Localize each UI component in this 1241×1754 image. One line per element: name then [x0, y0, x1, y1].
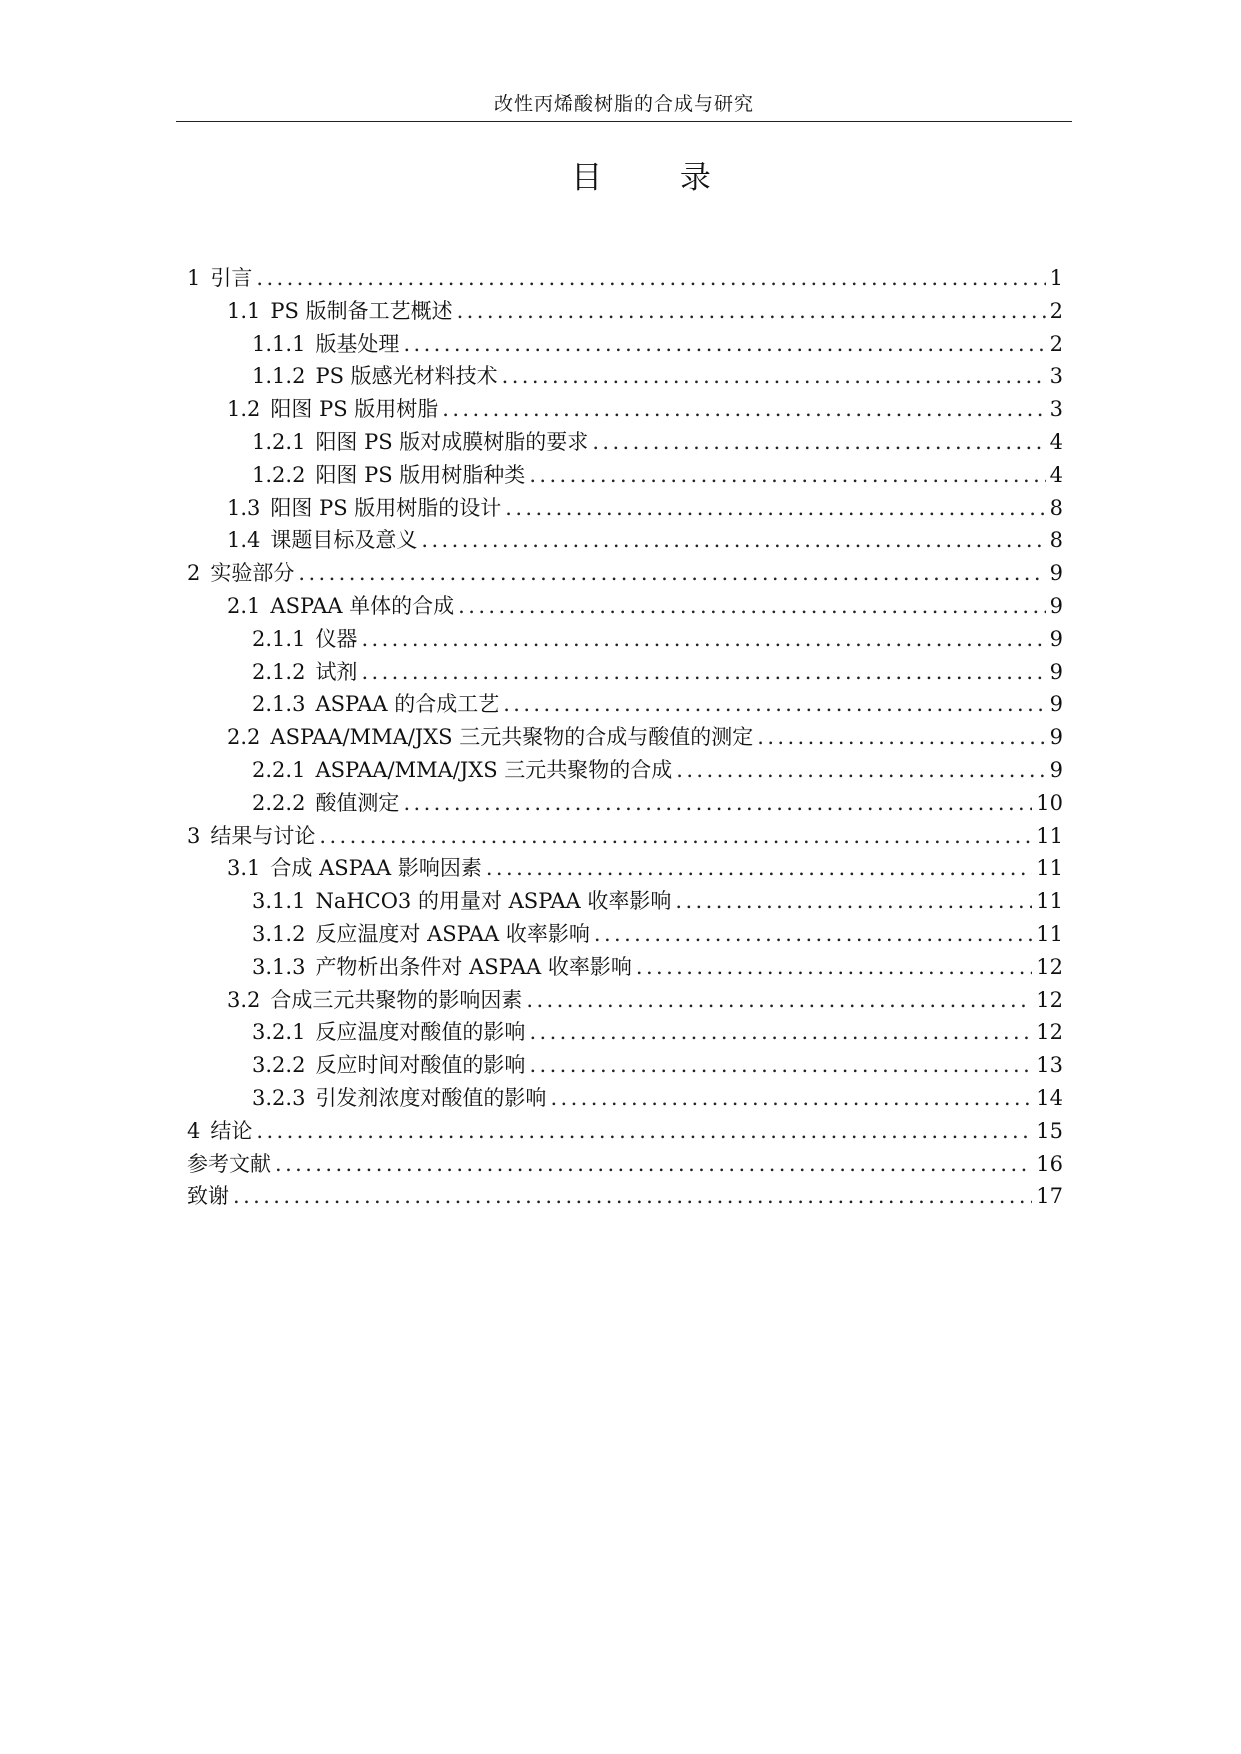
toc-leader-dots [442, 393, 1045, 426]
toc-entry-title: 结果与讨论 [210, 823, 316, 848]
toc-entry-page: 16 [1036, 1151, 1063, 1176]
toc-entry-page: 2 [1049, 331, 1063, 356]
toc-entry[interactable] [187, 754, 1063, 787]
toc-entry-number: 3.2.2 [252, 1053, 306, 1078]
toc-entry-title: 反应温度对 ASPAA 收率影响 [315, 921, 590, 946]
running-header-title: 改性丙烯酸树脂的合成与研究 [493, 93, 754, 115]
toc-entry-number: 2.2.2 [252, 790, 306, 815]
toc-entry-page: 11 [1036, 823, 1063, 848]
toc-leader-dots [486, 852, 1032, 885]
toc-entry-number: 1.1 [227, 298, 261, 323]
toc-entry-page: 11 [1036, 921, 1063, 946]
toc-leader-dots [256, 1115, 1032, 1148]
toc-entry-number: 1.2 [227, 397, 261, 422]
toc-entry[interactable] [187, 820, 1063, 853]
toc-entry-page: 4 [1049, 429, 1063, 454]
toc-entry-number: 2 [187, 561, 201, 586]
toc-entry[interactable] [187, 787, 1063, 820]
toc-entry[interactable] [187, 885, 1063, 918]
toc-entry-page: 15 [1036, 1118, 1063, 1143]
toc-entry-number: 1 [187, 266, 201, 290]
toc-leader-dots [502, 360, 1046, 393]
toc-entry-title: ASPAA 的合成工艺 [315, 692, 500, 717]
toc-title: 目 录 [571, 160, 745, 196]
toc-entry-page: 10 [1036, 790, 1063, 815]
toc-entry-page: 4 [1049, 462, 1063, 487]
toc-leader-dots [361, 656, 1045, 689]
toc-entry-page: 9 [1049, 626, 1063, 651]
toc-leader-dots [421, 524, 1045, 557]
toc-entry-page: 9 [1049, 757, 1063, 782]
toc-entry-number: 2.2.1 [252, 757, 306, 782]
toc-entry-title: ASPAA/MMA/JXS 三元共聚物的合成与酸值的测定 [270, 725, 754, 750]
toc-entry-number: 3.2.1 [252, 1020, 306, 1045]
toc-entry[interactable] [187, 1115, 1063, 1148]
toc-entry-page: 8 [1049, 495, 1063, 520]
toc-entry-title: 版基处理 [315, 331, 400, 356]
toc-entry-page: 9 [1049, 561, 1063, 586]
toc-entry-page: 8 [1049, 528, 1063, 553]
toc-leader-dots [675, 885, 1032, 918]
toc-entry-title: 课题目标及意义 [270, 528, 418, 553]
toc-leader-dots [594, 918, 1032, 951]
toc-entry[interactable] [187, 852, 1063, 885]
toc-entry[interactable] [187, 721, 1063, 754]
toc-leader-dots [503, 688, 1045, 721]
toc-entry-title: PS 版感光材料技术 [315, 364, 498, 389]
toc-entry-page: 1 [1049, 266, 1063, 290]
toc-entry[interactable] [187, 492, 1063, 525]
toc-entry[interactable] [187, 656, 1063, 689]
toc-leader-dots [505, 492, 1045, 525]
toc-entry-page: 14 [1036, 1085, 1063, 1110]
toc-entry-title: 阳图 PS 版对成膜树脂的要求 [315, 429, 589, 454]
toc-entry-title: NaHCO3 的用量对 ASPAA 收率影响 [315, 889, 672, 914]
toc-entry-title: 阳图 PS 版用树脂的设计 [270, 495, 502, 520]
toc-entry[interactable] [187, 590, 1063, 623]
toc-entry[interactable] [187, 328, 1063, 361]
toc-entry-page: 12 [1036, 987, 1063, 1012]
toc-entry-title: 反应时间对酸值的影响 [315, 1053, 526, 1078]
toc-entry-title: 反应温度对酸值的影响 [315, 1020, 526, 1045]
toc-entry[interactable] [187, 1049, 1063, 1082]
toc-leader-dots [636, 951, 1032, 984]
toc-entry[interactable] [187, 262, 1063, 295]
toc-entry-number: 2.1 [227, 593, 261, 618]
toc-entry-page: 12 [1036, 1020, 1063, 1045]
toc-entry[interactable] [187, 459, 1063, 492]
toc-entry-number: 3.1.2 [252, 921, 306, 946]
toc-entry-title: ASPAA 单体的合成 [270, 593, 455, 618]
toc-entry-page: 9 [1049, 725, 1063, 750]
toc-entry[interactable] [187, 426, 1063, 459]
toc-entry-number: 2.2 [227, 725, 261, 750]
toc-entry[interactable] [187, 393, 1063, 426]
toc-entry-number: 3.1.1 [252, 889, 306, 914]
toc-entry-number: 3.1.3 [252, 954, 306, 979]
toc-leader-dots [403, 328, 1045, 361]
toc-entry-number: 1.4 [227, 528, 261, 553]
toc-leader-dots [298, 557, 1045, 590]
toc-leader-dots [233, 1180, 1032, 1213]
toc-entry-title: 结论 [210, 1118, 253, 1143]
toc-entry-number: 1.2.1 [252, 429, 306, 454]
toc-entry-number: 3 [187, 823, 201, 848]
toc-entry-title: PS 版制备工艺概述 [270, 298, 453, 323]
table-of-contents [187, 262, 1063, 1213]
toc-entry[interactable] [187, 1148, 1063, 1181]
toc-entry[interactable] [187, 557, 1063, 590]
toc-entry-page: 11 [1036, 856, 1063, 881]
toc-entry-title: 试剂 [315, 659, 358, 684]
toc-leader-dots [275, 1148, 1032, 1181]
toc-entry-page: 3 [1049, 364, 1063, 389]
toc-entry[interactable] [187, 295, 1063, 328]
toc-entry-title: 合成 ASPAA 影响因素 [270, 856, 482, 881]
toc-entry[interactable] [187, 918, 1063, 951]
toc-entry-number: 3.2.3 [252, 1085, 306, 1110]
toc-entry[interactable] [187, 688, 1063, 721]
toc-entry-title: 引言 [210, 266, 253, 290]
toc-entry-title: ASPAA/MMA/JXS 三元共聚物的合成 [315, 757, 673, 782]
toc-entry-title: 仪器 [315, 626, 358, 651]
toc-entry-title: 阳图 PS 版用树脂 [270, 397, 439, 422]
header-rule [176, 121, 1072, 122]
toc-entry-title: 引发剂浓度对酸值的影响 [315, 1085, 547, 1110]
toc-entry-title: 致谢 [187, 1184, 229, 1209]
toc-leader-dots [458, 590, 1045, 623]
toc-leader-dots [529, 1049, 1032, 1082]
toc-entry[interactable] [187, 360, 1063, 393]
toc-leader-dots [319, 820, 1032, 853]
toc-entry-number: 1.1.1 [252, 331, 306, 356]
toc-entry-page: 3 [1049, 397, 1063, 422]
toc-leader-dots [550, 1082, 1032, 1115]
toc-entry-title: 参考文献 [187, 1151, 271, 1176]
toc-entry-number: 2.1.2 [252, 659, 306, 684]
toc-entry-number: 4 [187, 1118, 201, 1143]
toc-entry[interactable] [187, 984, 1063, 1017]
toc-leader-dots [361, 623, 1045, 656]
toc-leader-dots [256, 262, 1045, 295]
toc-entry-title: 酸值测定 [315, 790, 400, 815]
toc-entry-number: 2.1.1 [252, 626, 306, 651]
toc-entry-page: 2 [1049, 298, 1063, 323]
toc-entry-page: 9 [1049, 593, 1063, 618]
toc-entry[interactable] [187, 1180, 1063, 1213]
toc-entry-title: 阳图 PS 版用树脂种类 [315, 462, 526, 487]
toc-leader-dots [529, 1016, 1032, 1049]
toc-entry-page: 9 [1049, 692, 1063, 717]
toc-entry-number: 2.1.3 [252, 692, 306, 717]
toc-leader-dots [676, 754, 1045, 787]
toc-entry-number: 1.3 [227, 495, 261, 520]
toc-entry-title: 实验部分 [210, 561, 295, 586]
toc-entry-page: 9 [1049, 659, 1063, 684]
toc-entry[interactable] [187, 1082, 1063, 1115]
toc-entry-page: 12 [1036, 954, 1063, 979]
toc-entry-number: 3.1 [227, 856, 261, 881]
toc-leader-dots [403, 787, 1032, 820]
toc-leader-dots [529, 459, 1045, 492]
toc-leader-dots [757, 721, 1045, 754]
toc-entry-page: 11 [1036, 889, 1063, 914]
toc-entry-number: 3.2 [227, 987, 261, 1012]
toc-entry[interactable] [187, 951, 1063, 984]
toc-entry[interactable] [187, 1016, 1063, 1049]
toc-leader-dots [592, 426, 1045, 459]
toc-entry-title: 合成三元共聚物的影响因素 [270, 987, 523, 1012]
toc-entry-page: 13 [1036, 1053, 1063, 1078]
toc-entry-page: 17 [1036, 1184, 1063, 1209]
toc-entry[interactable] [187, 524, 1063, 557]
toc-leader-dots [457, 295, 1046, 328]
toc-entry-title: 产物析出条件对 ASPAA 收率影响 [315, 954, 632, 979]
toc-entry-number: 1.2.2 [252, 462, 306, 487]
toc-leader-dots [526, 984, 1032, 1017]
toc-entry-number: 1.1.2 [252, 364, 306, 389]
toc-entry[interactable] [187, 623, 1063, 656]
